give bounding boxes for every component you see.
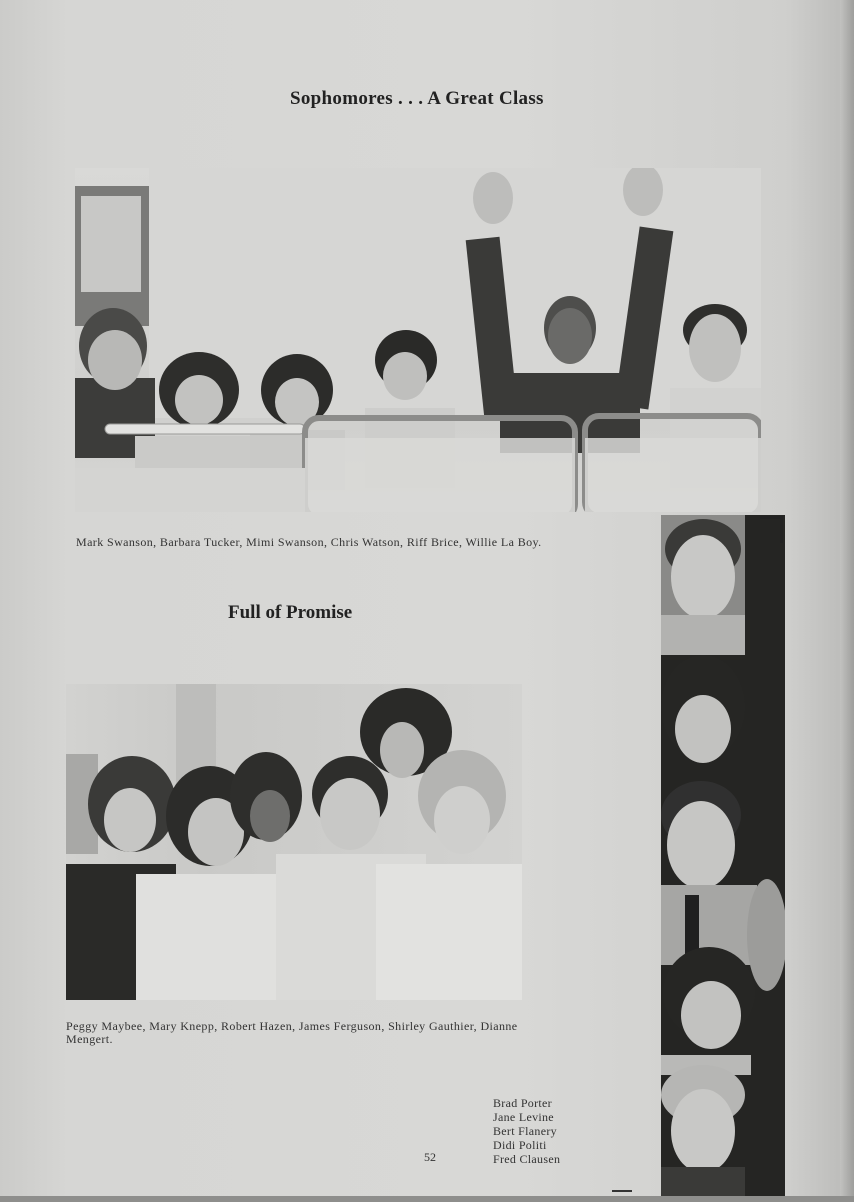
portrait-name: Brad Porter bbox=[493, 1096, 552, 1110]
portrait-name-list bbox=[493, 1096, 560, 1166]
portrait-name: Bert Flanery bbox=[493, 1124, 557, 1138]
portrait-name: Jane Levine bbox=[493, 1110, 554, 1124]
portrait-strip-illustration bbox=[661, 515, 785, 1202]
print-mark bbox=[612, 1190, 632, 1192]
book-spine bbox=[840, 0, 854, 1202]
portrait-name: Didi Politi bbox=[493, 1138, 547, 1152]
page-bottom-edge bbox=[0, 1196, 854, 1202]
crop-mark bbox=[760, 516, 783, 543]
photo-caption-top: Mark Swanson, Barbara Tucker, Mimi Swanson, Chris Watson, Riff Brice, Willie La Boy. bbox=[76, 535, 542, 549]
section-title: Full of Promise bbox=[228, 602, 353, 623]
group-photo-top bbox=[75, 168, 761, 512]
page-title: Sophomores . . . A Great Class bbox=[290, 88, 544, 109]
portrait-strip bbox=[661, 515, 785, 1202]
group-photo-bottom bbox=[66, 684, 522, 1000]
page-number: 52 bbox=[424, 1150, 436, 1164]
portrait-name: Fred Clausen bbox=[493, 1152, 561, 1166]
group-photo-bottom-illustration bbox=[66, 684, 522, 1000]
photo-caption-bottom: Peggy Maybee, Mary Knepp, Robert Hazen, James Ferguson, Shirley Gauthier, Dianne Mengert. bbox=[66, 1019, 518, 1046]
group-photo-top-illustration bbox=[75, 168, 761, 512]
